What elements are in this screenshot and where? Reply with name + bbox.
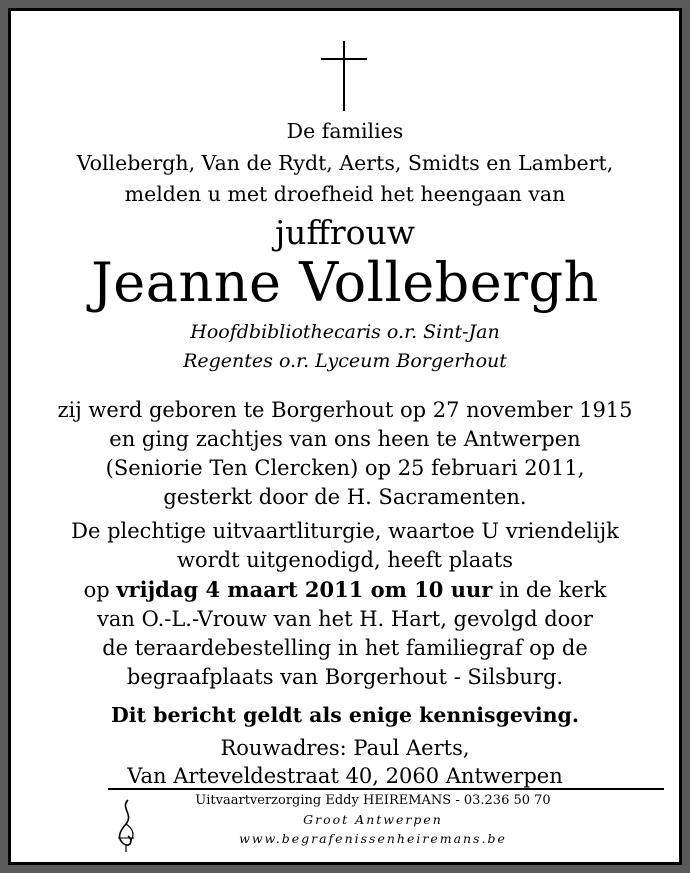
- funeral-date: vrijdag 4 maart 2011 om 10 uur: [116, 577, 493, 602]
- life-line-4: gesterkt door de H. Sacramenten.: [163, 485, 527, 509]
- funeral-line-3-pre: op: [83, 578, 117, 602]
- life-line-3: (Seniorie Ten Clercken) op 25 februari 2011,: [105, 456, 585, 480]
- footer-divider: [108, 788, 664, 790]
- funeral-line-3-post: in de kerk: [492, 578, 607, 602]
- only-notice-line: Dit bericht geldt als enige kennisgeving.: [110, 703, 580, 727]
- funeral-line-1: De plechtige uitvaartliturgie, waartoe U vriendelijk: [71, 519, 619, 543]
- funeral-line-5: de teraardebestelling in het familiegraf op de: [102, 636, 588, 660]
- role-line-2: Regentes o.r. Lyceum Borgerhout: [183, 350, 507, 372]
- funeral-line-2: wordt uitgenodigd, heeft plaats: [176, 548, 513, 572]
- intro-line: De families: [286, 119, 404, 143]
- website-link[interactable]: www.begrafenissenheiremans.be: [239, 831, 507, 846]
- role-line-1: Hoofdbibliothecaris o.r. Sint-Jan: [190, 321, 500, 343]
- funeral-line-4: van O.-L.-Vrouw van het H. Hart, gevolgd door: [97, 607, 593, 631]
- funeral-line-3: [20, 576, 670, 604]
- life-line-2: en ging zachtjes van ons heen te Antwerpen: [109, 427, 581, 451]
- funeral-line-6: begraafplaats van Borgerhout - Silsburg.: [126, 665, 564, 689]
- address-line-2: Van Arteveldestraat 40, 2060 Antwerpen: [127, 764, 563, 788]
- region-line: Groot Antwerpen: [303, 812, 443, 827]
- deceased-name: Jeanne Vollebergh: [91, 251, 599, 314]
- cross-icon: [318, 41, 370, 111]
- announce-line: melden u met droefheid het heengaan van: [124, 182, 566, 206]
- address-line-1: Rouwadres: Paul Aerts,: [220, 736, 470, 760]
- undertaker-line: Uitvaartverzorging Eddy HEIREMANS - 03.236 50 70: [195, 793, 551, 808]
- families-line: Vollebergh, Van de Rydt, Aerts, Smidts en Lambert,: [76, 151, 614, 175]
- title-line: juffrouw: [274, 213, 416, 252]
- life-line-1: zij werd geboren te Borgerhout op 27 november 1915: [57, 398, 633, 422]
